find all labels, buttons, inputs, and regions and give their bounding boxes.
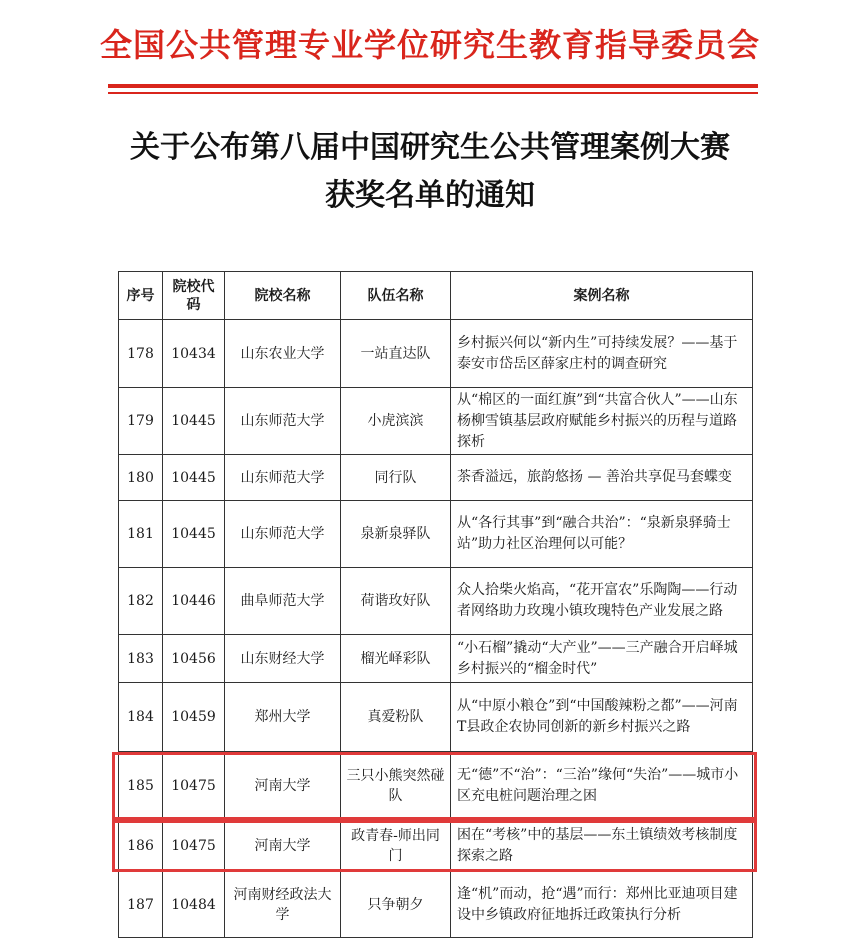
cell-code: 10445: [163, 455, 225, 501]
table-row: [119, 501, 753, 568]
cell-code: 10459: [163, 683, 225, 752]
table-row-highlighted: [119, 752, 753, 820]
table-header-row: [119, 272, 753, 320]
col-header-code: 院校代码: [163, 272, 225, 320]
cell-team: 榴光峄彩队: [341, 635, 451, 683]
table-row: [119, 568, 753, 635]
cell-no: 187: [119, 872, 163, 938]
col-header-no: 序号: [119, 272, 163, 320]
cell-no: 179: [119, 388, 163, 455]
document-title-line2: 获奖名单的通知: [325, 178, 535, 213]
cell-code: 10456: [163, 635, 225, 683]
cell-school: 山东师范大学: [225, 501, 341, 568]
award-list-table: [118, 271, 753, 938]
cell-team: 同行队: [341, 455, 451, 501]
cell-school: 山东农业大学: [225, 320, 341, 388]
cell-team: 三只小熊突然碰队: [341, 752, 451, 820]
header-rule-thin: [108, 92, 758, 94]
cell-team: 一站直达队: [341, 320, 451, 388]
table-row: [119, 872, 753, 938]
cell-no: 183: [119, 635, 163, 683]
cell-team: 泉新泉驿队: [341, 501, 451, 568]
cell-school: 郑州大学: [225, 683, 341, 752]
cell-school: 曲阜师范大学: [225, 568, 341, 635]
header-rule-thick: [108, 84, 758, 88]
cell-case: 众人拾柴火焰高，“花开富农”乐陶陶——行动者网络助力玫瑰小镇玫瑰特色产业发展之路: [451, 568, 753, 635]
cell-school: 河南大学: [225, 752, 341, 820]
cell-code: 10434: [163, 320, 225, 388]
cell-no: 186: [119, 820, 163, 872]
col-header-team: 队伍名称: [341, 272, 451, 320]
cell-no: 178: [119, 320, 163, 388]
cell-team: 小虎滨滨: [341, 388, 451, 455]
cell-code: 10484: [163, 872, 225, 938]
cell-team: 真爱粉队: [341, 683, 451, 752]
cell-team: 政青春-师出同门: [341, 820, 451, 872]
cell-code: 10446: [163, 568, 225, 635]
cell-case: 从“各行其事”到“融合共治”：“泉新泉驿骑士站”助力社区治理何以可能？: [451, 501, 753, 568]
table-row: [119, 455, 753, 501]
cell-case: 从“棉区的一面红旗”到“共富合伙人”——山东杨柳雪镇基层政府赋能乡村振兴的历程与道路探析: [451, 388, 753, 455]
cell-case: 乡村振兴何以“新内生”可持续发展？——基于泰安市岱岳区薛家庄村的调查研究: [451, 320, 753, 388]
cell-case: “小石榴”撬动“大产业”——三产融合开启峄城乡村振兴的“榴金时代”: [451, 635, 753, 683]
cell-no: 180: [119, 455, 163, 501]
table-row-highlighted: [119, 820, 753, 872]
issuing-organization: 全国公共管理专业学位研究生教育指导委员会: [99, 26, 760, 64]
cell-case: 茶香溢远，旅韵悠扬 — 善治共享促马套蝶变: [451, 455, 753, 501]
cell-school: 山东财经大学: [225, 635, 341, 683]
cell-case: 无“德”不“治”：“三治”缘何“失治”——城市小区充电桩问题治理之困: [451, 752, 753, 820]
cell-no: 185: [119, 752, 163, 820]
cell-no: 182: [119, 568, 163, 635]
table-row: [119, 388, 753, 455]
table-row: [119, 683, 753, 752]
cell-case: 逢“机”而动，抢“遇”而行：郑州比亚迪项目建设中乡镇政府征地拆迁政策执行分析: [451, 872, 753, 938]
cell-no: 184: [119, 683, 163, 752]
cell-code: 10445: [163, 501, 225, 568]
cell-team: 荷谐玫好队: [341, 568, 451, 635]
cell-code: 10475: [163, 752, 225, 820]
cell-case: 困在“考核”中的基层——东土镇绩效考核制度探索之路: [451, 820, 753, 872]
cell-no: 181: [119, 501, 163, 568]
cell-school: 山东师范大学: [225, 388, 341, 455]
col-header-case: 案例名称: [451, 272, 753, 320]
table-row: [119, 320, 753, 388]
cell-school: 河南大学: [225, 820, 341, 872]
col-header-school: 院校名称: [225, 272, 341, 320]
cell-school: 山东师范大学: [225, 455, 341, 501]
cell-code: 10445: [163, 388, 225, 455]
table-row: [119, 635, 753, 683]
cell-team: 只争朝夕: [341, 872, 451, 938]
cell-case: 从“中原小粮仓”到“中国酸辣粉之都”——河南T县政企农协同创新的新乡村振兴之路: [451, 683, 753, 752]
cell-code: 10475: [163, 820, 225, 872]
document-title-line1: 关于公布第八届中国研究生公共管理案例大赛: [130, 130, 730, 165]
cell-school: 河南财经政法大学: [225, 872, 341, 938]
